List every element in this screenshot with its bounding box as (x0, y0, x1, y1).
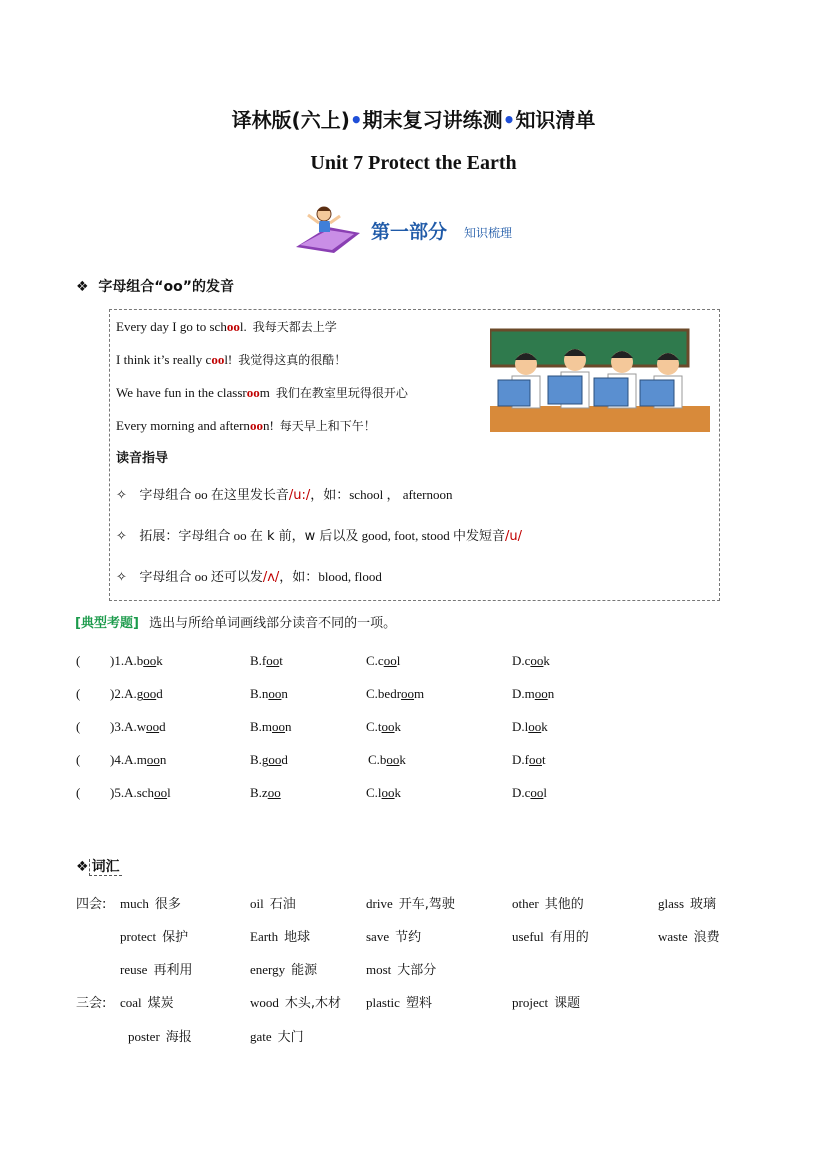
question-number: )1.A.book (110, 653, 163, 668)
guide-bullet: ✧ 拓展：字母组合 oo 在 k 前，w 后以及 good, foot, stood 中发短音/u/ (116, 528, 523, 544)
vocab-item: Earth 地球 (250, 929, 311, 945)
question-number: )2.A.good (110, 686, 163, 701)
vocab-item: poster 海报 (128, 1029, 192, 1045)
option-choice: D.cook (512, 653, 550, 668)
option-choice: B.foot (250, 653, 283, 668)
vocab-item: energy 能源 (250, 962, 318, 978)
document-title: 译林版(六上)•期末复习讲练测•知识清单 (231, 108, 596, 132)
part-subtitle: 知识梳理 (464, 226, 513, 240)
answer-paren: ( (76, 752, 81, 767)
option-choice: B.moon (250, 719, 292, 734)
option-choice: D.cool (512, 785, 548, 800)
question-number: )4.A.moon (110, 752, 167, 767)
option-choice: D.foot (512, 752, 546, 767)
vocab-item: useful 有用的 (512, 929, 589, 945)
vocab-item: much 很多 (120, 896, 181, 912)
example-line: Every day I go to school. 我每天都去上学 (116, 319, 337, 334)
option-choice: B.good (250, 752, 288, 767)
option-choice: D.look (512, 719, 548, 734)
vocab-heading: ❖ 词汇 (76, 859, 120, 875)
example-line: Every morning and afternoon! 每天早上和下午！ (116, 418, 376, 433)
example-line: I think it’s really cool! 我觉得这真的很酷！ (116, 352, 347, 367)
option-choice: C.look (366, 785, 402, 800)
vocab-item: waste 浪费 (658, 929, 720, 945)
question-number: )5.A.school (110, 785, 171, 800)
vocab-item: protect 保护 (120, 929, 189, 945)
four-skill-label: 四会: (76, 897, 107, 912)
vocab-item: most 大部分 (366, 962, 437, 978)
option-choice: C.book (368, 752, 406, 767)
vocab-item: project 课题 (512, 995, 581, 1011)
reading-boy-illustration (294, 203, 362, 255)
three-skill-label: 三会: (76, 996, 107, 1011)
guide-bullet: ✧ 字母组合 oo 还可以发/ʌ/，如：blood, flood (116, 569, 382, 585)
exercise-heading: [典型考题] 选出与所给单词画线部分读音不同的一项。 (75, 616, 397, 631)
vocab-item: wood 木头,木材 (250, 995, 342, 1011)
option-choice: C.took (366, 719, 402, 734)
vocab-item: save 节约 (366, 929, 422, 945)
option-choice: C.bedroom (366, 686, 425, 701)
guide-bullet: ✧ 字母组合 oo 在这里发长音/u:/，如：school ， afternoon (116, 487, 453, 503)
vocab-item: oil 石油 (250, 896, 296, 912)
vocab-item: reuse 再利用 (120, 962, 193, 978)
part-title: 第一部分 (371, 221, 448, 243)
answer-paren: ( (76, 785, 81, 800)
example-line: We have fun in the classroom 我们在教室里玩得很开心 (116, 385, 408, 400)
vocab-item: other 其他的 (512, 896, 584, 912)
option-choice: C.cool (366, 653, 401, 668)
option-choice: B.zoo (250, 785, 281, 800)
unit-title: Unit 7 Protect the Earth (310, 152, 517, 174)
option-choice: B.noon (250, 686, 288, 701)
vocab-item: glass 玻璃 (658, 896, 717, 912)
question-number: )3.A.wood (110, 719, 166, 734)
vocab-item: plastic 塑料 (366, 995, 432, 1011)
answer-paren: ( (76, 686, 81, 701)
vocab-item: drive 开车,驾驶 (366, 896, 455, 912)
students-reading-illustration (490, 328, 710, 434)
answer-paren: ( (76, 653, 81, 668)
vocab-item: coal 煤炭 (120, 995, 174, 1011)
option-choice: D.moon (512, 686, 555, 701)
answer-paren: ( (76, 719, 81, 734)
section-heading: ❖ 字母组合“oo”的发音 (76, 279, 234, 295)
vocab-item: gate 大门 (250, 1029, 304, 1045)
guide-title: 读音指导 (116, 451, 169, 466)
